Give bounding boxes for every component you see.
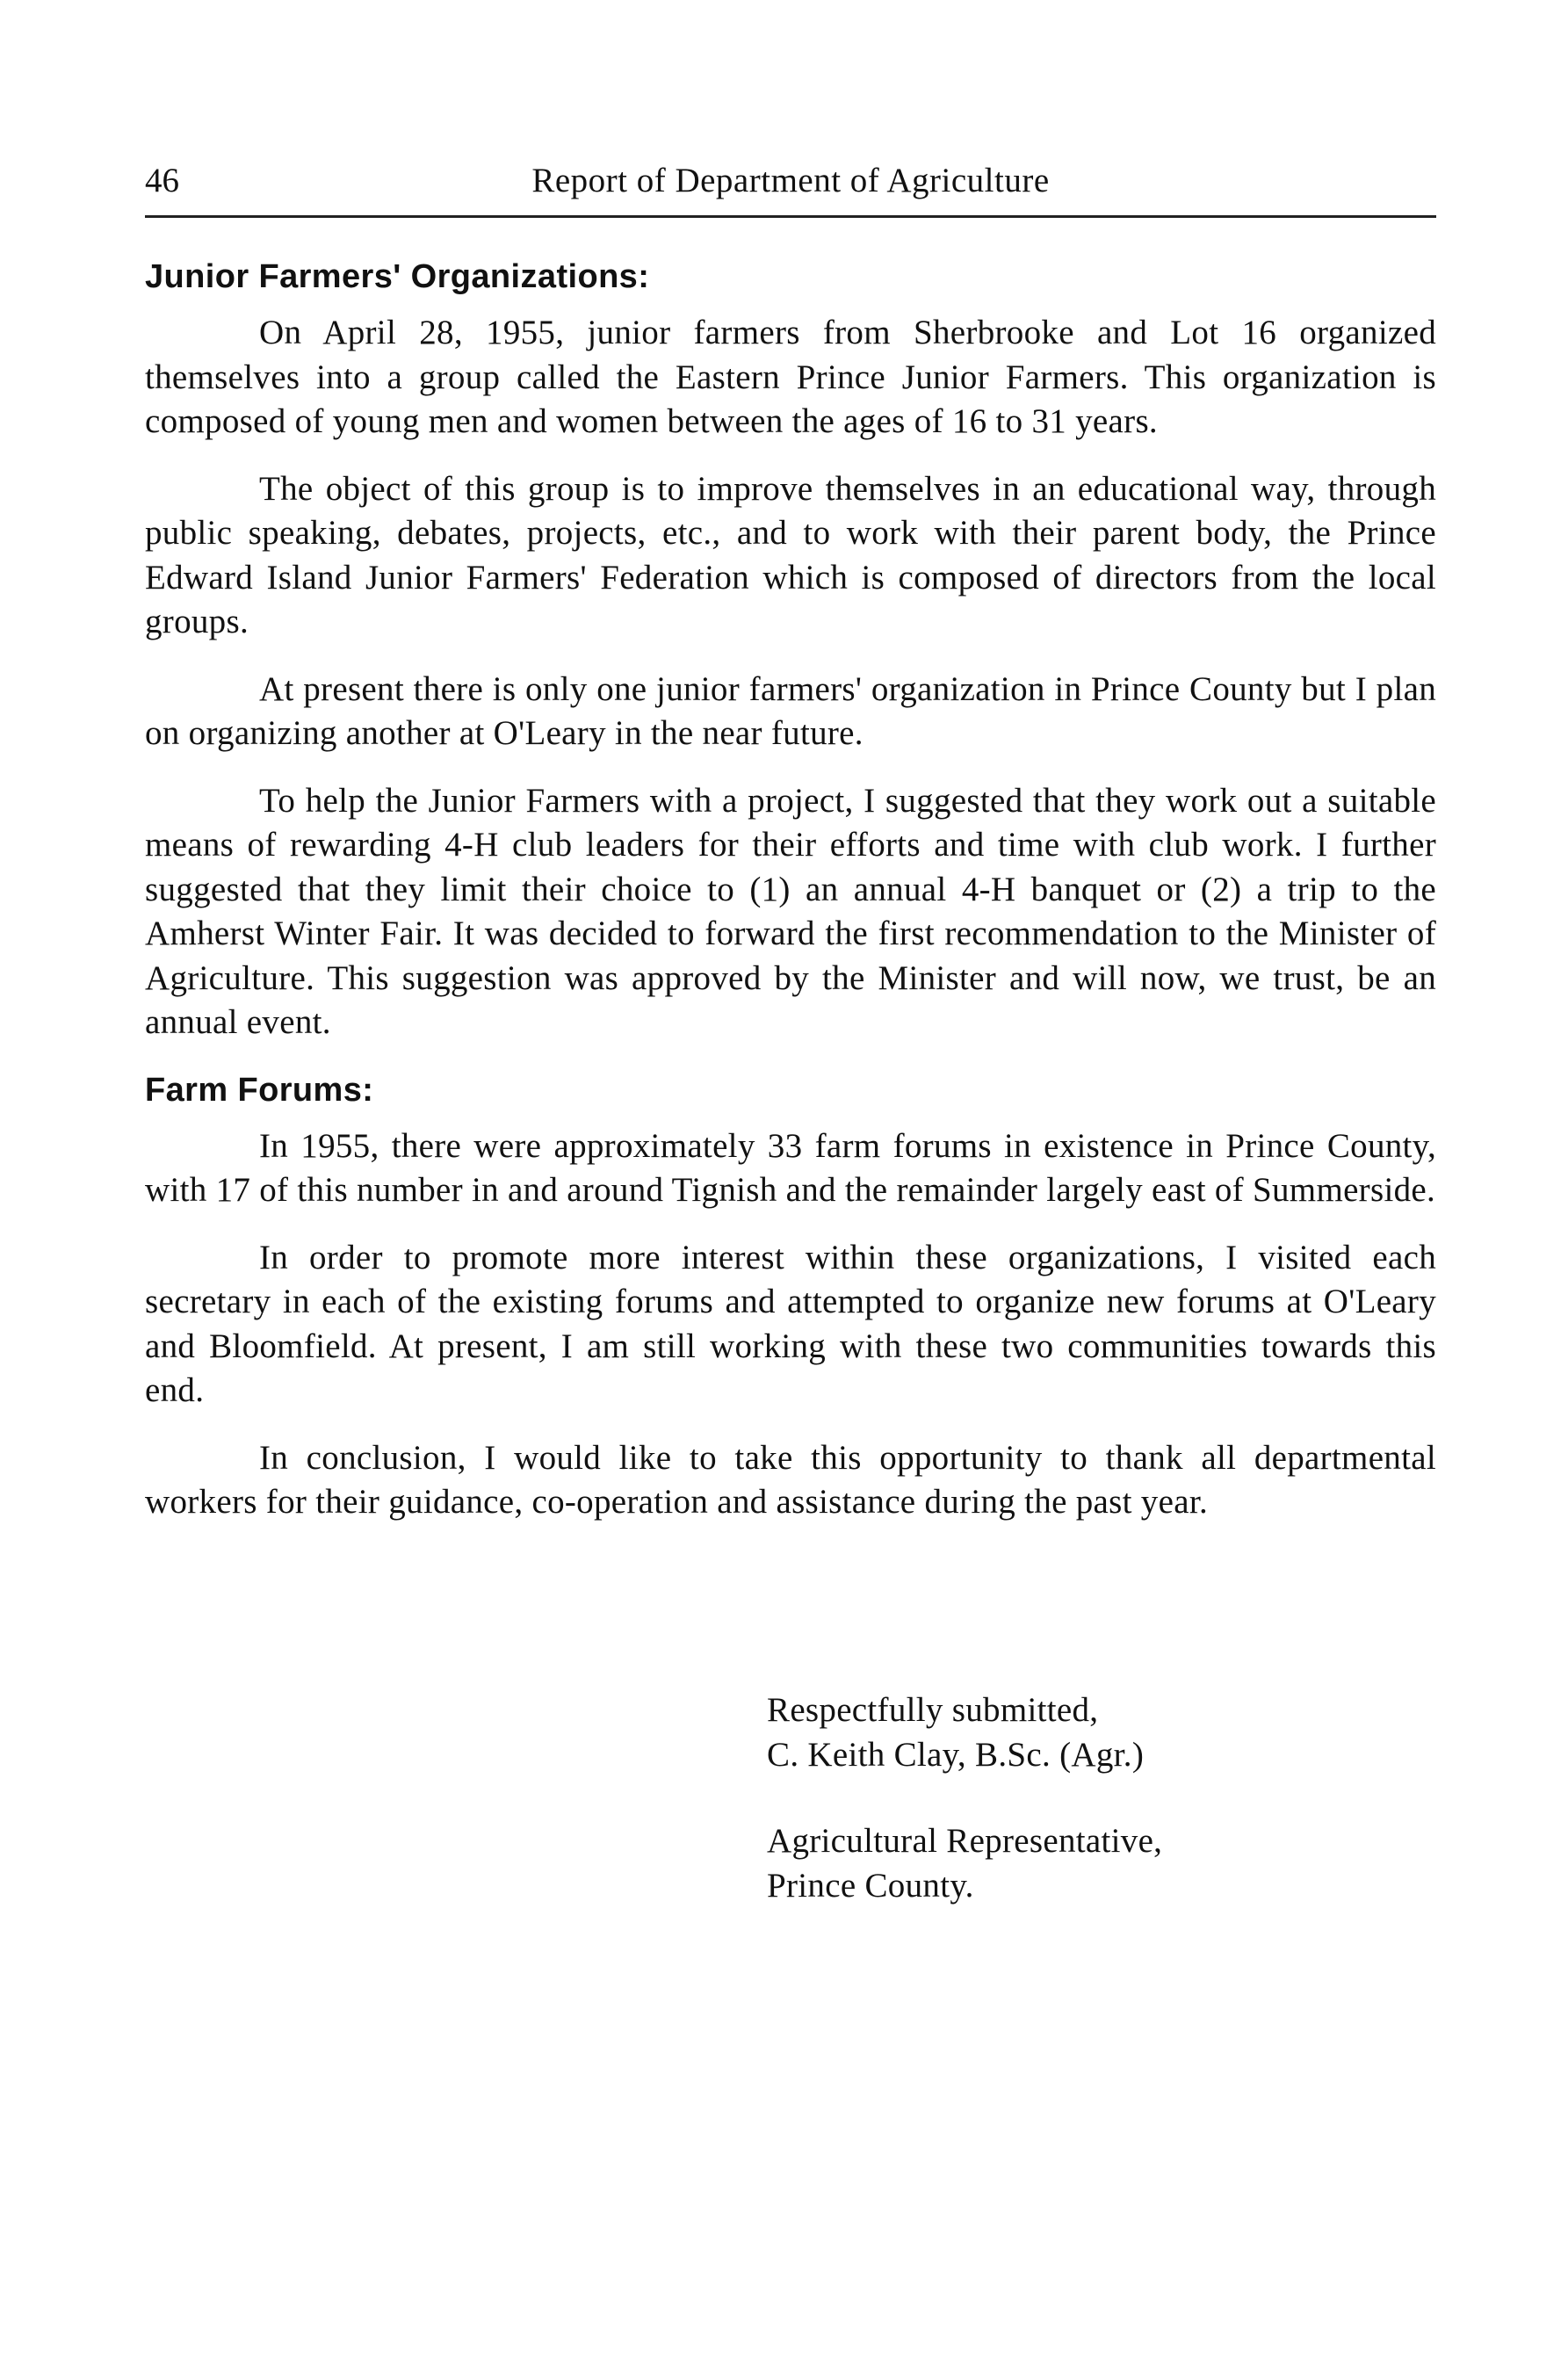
- signature-closing: Respectfully submitted,: [767, 1691, 1099, 1729]
- paragraph: At present there is only one junior farmers' organization in Prince County but I plan on organizing another at O'Leary in the near future.: [145, 669, 1436, 752]
- signature-title: [767, 1819, 1382, 1908]
- paragraph: In order to promote more interest within these organizations, I visited each secretary in each of the existing forums and attempted to organize new forums at O'Leary and Bloomfield. At present, I am still working with these two communities towards this end.: [145, 1238, 1436, 1409]
- signature-position: Agricultural Representative,: [767, 1822, 1163, 1860]
- section-junior-farmers: [145, 255, 1436, 1045]
- section-heading: Farm Forums:: [145, 1071, 374, 1109]
- page-number: 46: [145, 162, 179, 199]
- running-header: [145, 156, 1436, 209]
- header-divider: [145, 215, 1436, 218]
- section-heading: Junior Farmers' Organizations:: [145, 258, 650, 295]
- paragraph: The object of this group is to improve themselves in an educational way, through public speaking, debates, projects, etc., and to work with their parent body, the Prince Edward Island Junior Farmers' Federation which is composed of directors from the local groups.: [145, 469, 1436, 640]
- signature-county: Prince County.: [767, 1866, 974, 1905]
- header-title: Report of Department of Agriculture: [531, 162, 1050, 199]
- paragraph: To help the Junior Farmers with a project, I suggested that they work out a suitable means of rewarding 4-H club leaders for their efforts and time with club work. I further suggested that they limit their choice to (1) an annual 4-H banquet or (2) a trip to the Amherst Winter Fair. It was decided to forward the first recommendation to the Minister of Agriculture. This suggestion was approved by the Minister and will now, we trust, be an annual event.: [145, 781, 1436, 1041]
- paragraph: In conclusion, I would like to take this opportunity to thank all departmental workers for their guidance, co-operation and assistance during the past year.: [145, 1438, 1436, 1521]
- body-text: [145, 255, 1436, 1548]
- signature-block: [767, 1688, 1382, 1950]
- section-farm-forums: [145, 1068, 1436, 1525]
- paragraph: In 1955, there were approximately 33 farm forums in existence in Prince County, with 17 of this number in and around Tignish and the remainder largely east of Summerside.: [145, 1126, 1436, 1209]
- paragraph: On April 28, 1955, junior farmers from Sherbrooke and Lot 16 organized themselves into a group called the Eastern Prince Junior Farmers. This organization is composed of young men and women between the ages of 16 to 31 years.: [145, 314, 1436, 440]
- signature-submission: [767, 1688, 1382, 1777]
- signature-name: C. Keith Clay, B.Sc. (Agr.): [767, 1735, 1145, 1774]
